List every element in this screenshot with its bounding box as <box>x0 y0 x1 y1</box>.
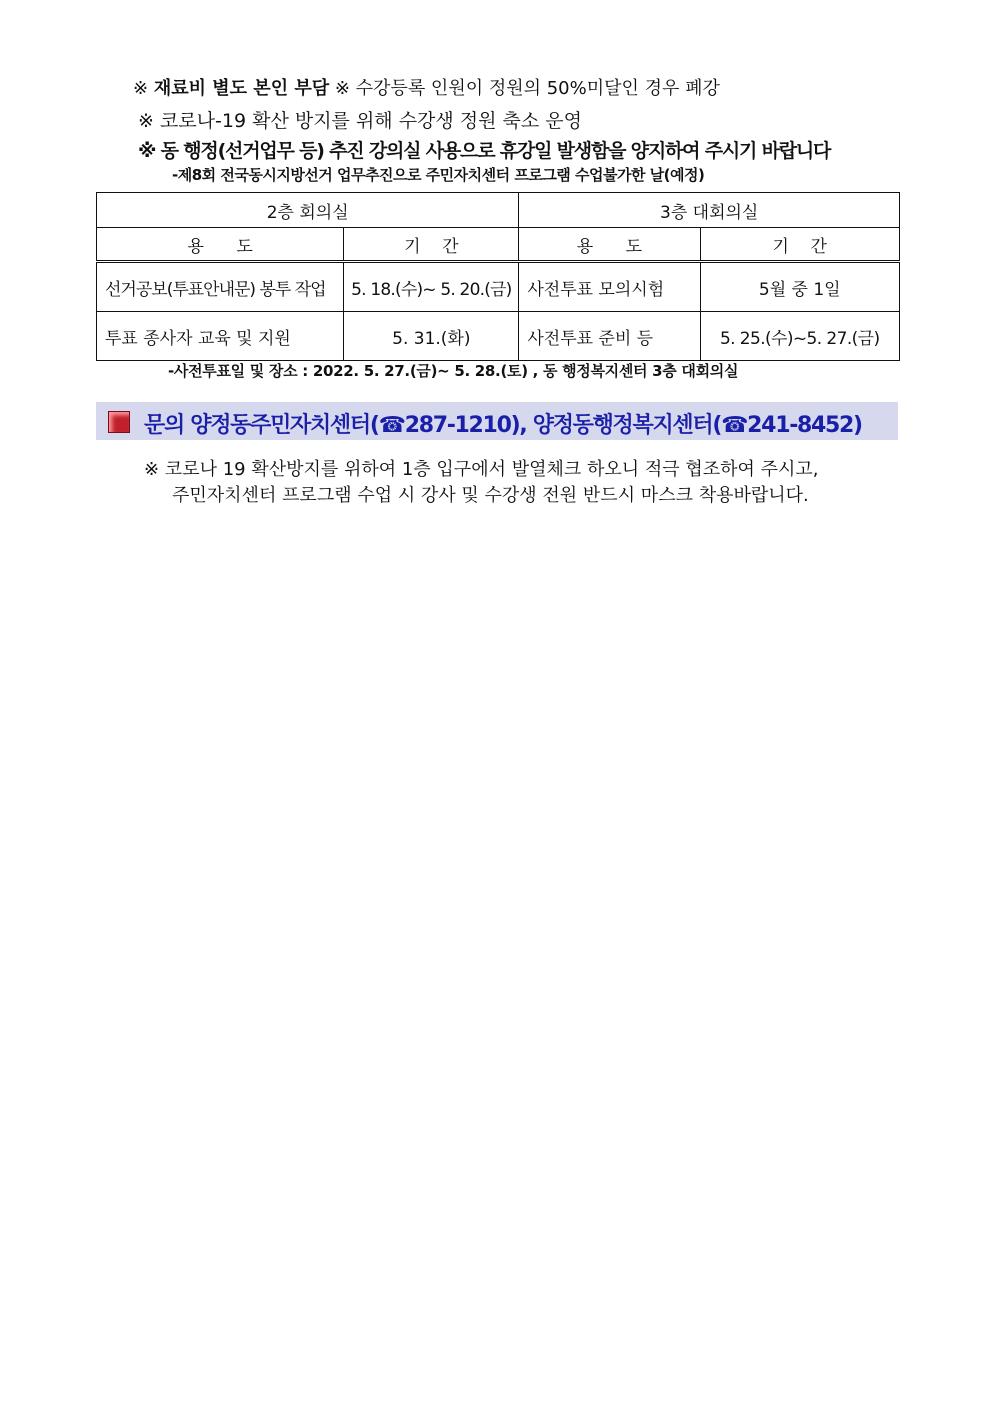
covid-notice-line1: ※ 코로나 19 확산방지를 위하여 1층 입구에서 발열체크 하오니 적극 협조하여 주시고, <box>144 459 819 480</box>
header-3f-hall: 3층 대회의실 <box>519 193 900 228</box>
use-right: 사전투표 모의시험 <box>519 262 700 312</box>
use-left: 투표 종사자 교육 및 지원 <box>97 312 344 361</box>
table-row <box>97 312 900 361</box>
period-left: 5. 18.(수)~ 5. 20.(금) <box>344 262 519 312</box>
period-right: 5. 25.(수)~5. 27.(금) <box>700 312 900 361</box>
note-closure: ※ 동 행정(선거업무 등) 추진 강의실 사용으로 휴강일 발생함을 양지하여 주시기 바랍니다 <box>138 140 831 162</box>
reference-mark: ※ <box>133 78 149 99</box>
use-left: 선거공보(투표안내문) 봉투 작업 <box>97 262 344 312</box>
use-right: 사전투표 준비 등 <box>519 312 700 361</box>
note-covid-capacity: ※ 코로나-19 확산 방지를 위해 수강생 정원 축소 운영 <box>138 110 582 132</box>
period-right: 5월 중 1일 <box>700 262 900 312</box>
early-vote-info: -사전투표일 및 장소 : 2022. 5. 27.(금)~ 5. 28.(토) , 동 행정복지센터 3층 대회의실 <box>168 362 739 380</box>
col-use-left: 용 도 <box>97 228 344 262</box>
table-row <box>97 262 900 312</box>
note-fee-rest: ※ 수강등록 인원이 정원의 50%미달인 경우 폐강 <box>334 78 720 99</box>
note-fee-bold: 재료비 별도 본인 부담 <box>153 78 330 99</box>
header-2f-room: 2층 회의실 <box>97 193 519 228</box>
bullet-square-icon <box>108 411 130 433</box>
col-period-left: 기 간 <box>344 228 519 262</box>
period-left: 5. 31.(화) <box>344 312 519 361</box>
note-fee <box>133 74 720 100</box>
col-period-right: 기 간 <box>700 228 900 262</box>
contact-text: 문의 양정동주민자치센터(☎287-1210), 양정동행정복지센터(☎241-8452) <box>144 413 862 438</box>
sub-note-election: -제8회 전국동시지방선거 업무추진으로 주민자치센터 프로그램 수업불가한 날(예정) <box>172 166 705 184</box>
contact-banner <box>96 402 898 440</box>
col-use-right: 용 도 <box>519 228 700 262</box>
covid-notice-line2: 주민자치센터 프로그램 수업 시 강사 및 수강생 전원 반드시 마스크 착용바랍니다. <box>172 485 809 506</box>
schedule-table <box>96 192 900 361</box>
